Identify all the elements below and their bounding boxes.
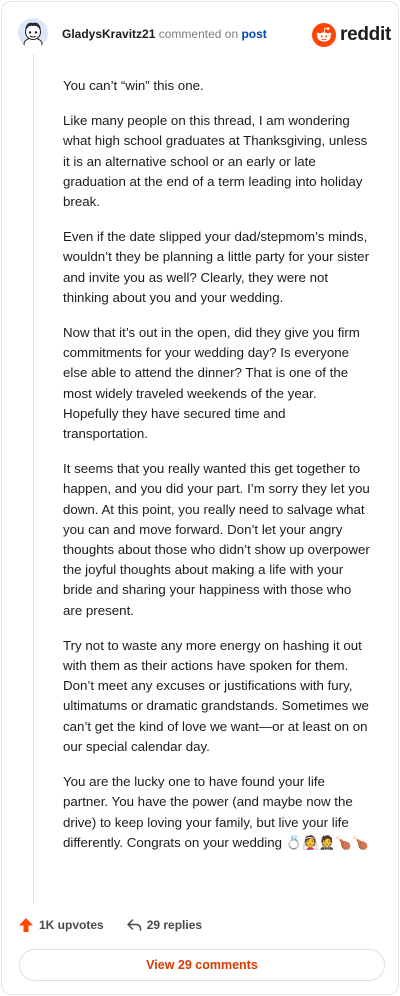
comment-paragraph: Even if the date slipped your dad/stepmom’s minds, wouldn’t they be planning a little party for your sister and invite you as well? Clearly, they were not thinking about you and your wedding. bbox=[63, 229, 369, 305]
reddit-brand[interactable] bbox=[312, 22, 391, 48]
reply-count: 29 replies bbox=[146, 918, 203, 932]
post-link[interactable]: post bbox=[241, 27, 267, 41]
upvote-count: 1K upvotes bbox=[39, 918, 104, 932]
comment-body bbox=[63, 76, 371, 868]
reply-arrow-icon bbox=[126, 917, 142, 933]
comment-header bbox=[2, 2, 400, 62]
reddit-logo-icon bbox=[312, 23, 336, 47]
comment-paragraph: Now that it’s out in the open, did they give you firm commitments for your wedding day? Is everyone else able to attend the dinner? That is one of the most widely traveled weekends of the year. Hopefully they have secured time and transportation. bbox=[63, 325, 360, 442]
thread-line[interactable] bbox=[33, 54, 34, 904]
user-avatar[interactable] bbox=[18, 18, 48, 48]
brand-wordmark: reddit bbox=[340, 24, 391, 45]
replies-button[interactable] bbox=[126, 917, 202, 933]
snoo-avatar-icon bbox=[18, 18, 48, 48]
comment-paragraph: You can’t “win” this one. bbox=[63, 78, 204, 93]
comment-paragraph: It seems that you really wanted this get together to happen, and you did your part. I’m sorry they let you down. At this point, you really need to salvage what you can and move forward. Don’t let your angry thoughts about those who didn’t show up overpower the joyful thoughts about making a life with your bride and sharing your happiness with those who are present. bbox=[63, 461, 370, 618]
upvote-button[interactable] bbox=[18, 917, 104, 933]
upvote-arrow-icon bbox=[18, 917, 34, 933]
comment-paragraph: Like many people on this thread, I am wondering what high school graduates at Thanksgiving, unless it is an alternative school or an early or late graduation at the end of a term leading into holiday break. bbox=[63, 113, 368, 210]
comment-paragraph: Try not to waste any more energy on hashing it out with them as their actions have spoken for them. Don’t meet any excuses or justifications with fury, ultimatums or dramatic grandstands. Sometimes we can’t get the kind of love we want—or at least on on our special calendar day. bbox=[63, 637, 369, 754]
comment-paragraph: You are the lucky one to have found your life partner. You have the power (and maybe now the drive) to keep loving your family, but live your life differently. Congrats on your wedding 💍👰🤵🍗🍗 bbox=[63, 774, 369, 850]
username-link[interactable]: GladysKravitz21 bbox=[62, 27, 156, 41]
comment-meta bbox=[62, 27, 267, 41]
comment-actions bbox=[18, 914, 202, 936]
comment-card bbox=[1, 1, 399, 995]
view-comments-button[interactable]: View 29 comments bbox=[19, 949, 385, 981]
action-text: commented on bbox=[158, 27, 239, 41]
